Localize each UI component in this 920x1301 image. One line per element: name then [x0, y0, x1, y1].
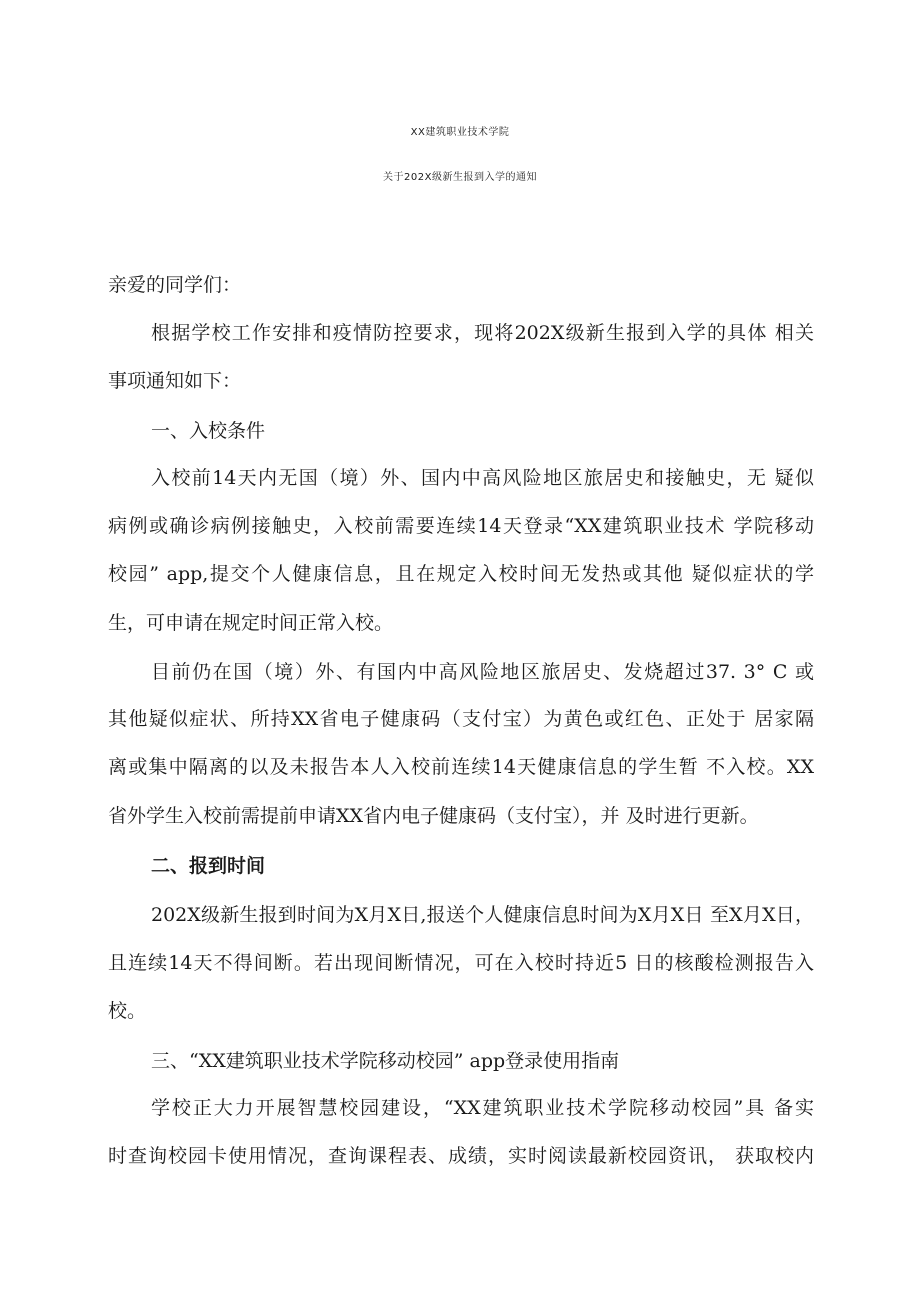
section-3-p1-line-1: 学校正大力开展智慧校园建设，“XX建筑职业技术学院移动校园”具 备实: [151, 1097, 814, 1119]
section-2-p1-line-2: 且连续14天不得间断。若出现间断情况，可在入校时持近5 日的核酸检测报告入: [108, 952, 814, 974]
section-1-p2-line-4: 省外学生入校前需提前申请XX省内电子健康码（支付宝），并 及时进行更新。: [108, 805, 759, 827]
document-title-line-2: 关于202X级新生报到入学的通知: [383, 172, 537, 183]
section-1-p2-line-2: 其他疑似症状、所持XX省电子健康码（支付宝）为黄色或红色、正处于 居家隔: [108, 708, 814, 730]
document-title-line-1: XX建筑职业技术学院: [410, 127, 510, 138]
section-1-p1-line-2: 病例或确诊病例接触史，入校前需要连续14天登录“XX建筑职业技术 学院移动: [108, 515, 814, 537]
section-2-p1-line-1: 202X级新生报到时间为X月X日,报送个人健康信息时间为X月X日 至X月X日，: [151, 904, 814, 926]
section-1-p1-line-4: 生，可申请在规定时间正常入校。: [108, 612, 394, 634]
section-1-p2-line-1: 目前仍在国（境）外、有国内中高风险地区旅居史、发烧超过37. 3° C 或: [151, 661, 814, 683]
intro-line-2: 事项通知如下：: [108, 370, 242, 392]
salutation: 亲爱的同学们：: [108, 274, 242, 296]
section-1-p1-line-1: 入校前14天内无国（境）外、国内中高风险地区旅居史和接触史，无 疑似: [151, 467, 814, 489]
section-1-heading: 一、入校条件: [151, 420, 266, 442]
section-1-p2-line-3: 离或集中隔离的以及未报告本人入校前连续14天健康信息的学生暂 不入校。XX: [108, 756, 814, 778]
intro-line-1: 根据学校工作安排和疫情防控要求，现将202X级新生报到入学的具体 相关: [151, 322, 814, 344]
section-2-heading: 二、报到时间: [151, 855, 266, 877]
section-2-p1-line-3: 校。: [108, 1000, 147, 1022]
section-1-p1-line-3: 校园” app,提交个人健康信息，且在规定入校时间无发热或其他 疑似症状的学: [108, 563, 814, 585]
section-3-p1-line-2: 时查询校园卡使用情况，查询课程表、成绩，实时阅读最新校园资讯， 获取校内: [108, 1145, 814, 1167]
section-3-heading: 三、“XX建筑职业技术学院移动校园” app登录使用指南: [151, 1050, 620, 1072]
